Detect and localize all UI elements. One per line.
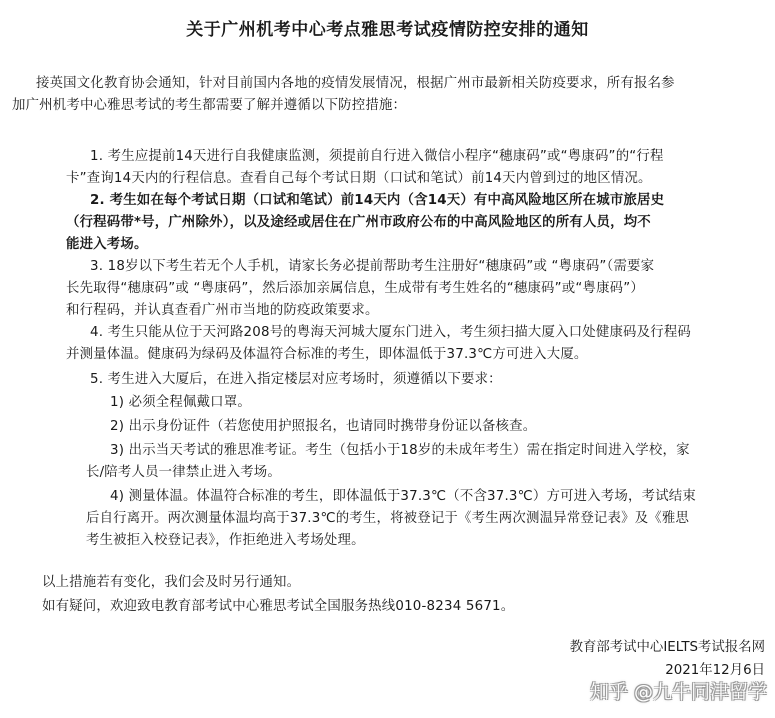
watermark-brand: 知乎 <box>589 681 628 703</box>
item-5-line-1: 5. 考生进入大厦后，在进入指定楼层对应考场时，须遵循以下要求： <box>90 372 502 387</box>
sub-item-2: 2) 出示身份证件（若您使用护照报名，也请同时携带身份证以备核查。 <box>110 419 537 434</box>
intro-line-2: 加广州机考中心雅思考试的考生都需要了解并遵循以下防控措施： <box>12 98 407 113</box>
item-2-line-3: 能进入考场。 <box>66 237 148 252</box>
sub-item-1: 1) 必须全程佩戴口罩。 <box>110 395 251 410</box>
item-2-line-1: 2. 考生如在每个考试日期（口试和笔试）前14天内（含14天）有中高风险地区所在城市旅居史 <box>90 193 665 208</box>
item-3-line-2: 长先取得“穗康码”或 “粤康码”，然后添加亲属信息，生成带有考生姓名的“穗康码”或“粤康码”） <box>66 281 644 296</box>
intro-line-1: 接英国文化教育协会通知，针对目前国内各地的疫情发展情况，根据广州市最新相关防疫要求，所有报名参 <box>36 76 675 91</box>
item-3-line-1: 3. 18岁以下考生若无个人手机，请家长务必提前帮助考生注册好“穗康码”或 “粤康码”（需要家 <box>90 259 655 274</box>
item-4-line-2: 并测量体温。健康码为绿码及体温符合标准的考生，即体温低于37.3℃方可进入大厦。 <box>66 347 588 362</box>
signature-date: 2021年12月6日 <box>665 663 765 678</box>
item-3-line-3: 和行程码，并认真查看广州市当地的防疫政策要求。 <box>66 303 379 318</box>
sub-item-4-line-2: 后自行离开。两次测量体温均高于37.3℃的考生，将被登记于《考生两次测温异常登记表》及《雅思 <box>86 511 690 526</box>
sub-item-4-line-3: 考生被拒入校登记表》，作拒绝进入考场处理。 <box>86 533 365 548</box>
closing-line-2: 如有疑问，欢迎致电教育部考试中心雅思考试全国服务热线010-8234 5671。 <box>42 599 515 614</box>
item-4-line-1: 4. 考生只能从位于天河路208号的粤海天河城大厦东门进入，考生须扫描大厦入口处健康码及行程码 <box>90 325 692 340</box>
signature-org: 教育部考试中心IELTS考试报名网 <box>569 640 765 655</box>
zhihu-watermark <box>590 680 767 704</box>
sub-item-3-line-1: 3) 出示当天考试的雅思准考证。考生（包括小于18岁的未成年考生）需在指定时间进入学校，家 <box>110 443 690 458</box>
item-2-line-2: （行程码带*号，广州除外），以及途经或居住在广州市政府公布的中高风险地区的所有人员，均不 <box>66 215 651 230</box>
sub-item-4-line-1: 4) 测量体温。体温符合标准的考生，即体温低于37.3℃（不含37.3℃）方可进入考场，考试结束 <box>110 489 696 504</box>
item-1-line-1: 1. 考生应提前14天进行自我健康监测，须提前自行进入微信小程序“穗康码”或“粤康码”的“行程 <box>90 149 664 164</box>
item-1-line-2: 卡”查询14天内的行程信息。查看自己每个考试日期（口试和笔试）前14天内曾到过的地区情况。 <box>66 171 652 186</box>
notice-title: 关于广州机考中心考点雅思考试疫情防控安排的通知 <box>186 20 589 40</box>
watermark-author: @九牛同津留学 <box>633 681 767 703</box>
sub-item-3-line-2: 长/陪考人员一律禁止进入考场。 <box>86 465 281 480</box>
closing-line-1: 以上措施若有变化，我们会及时另行通知。 <box>42 575 301 590</box>
